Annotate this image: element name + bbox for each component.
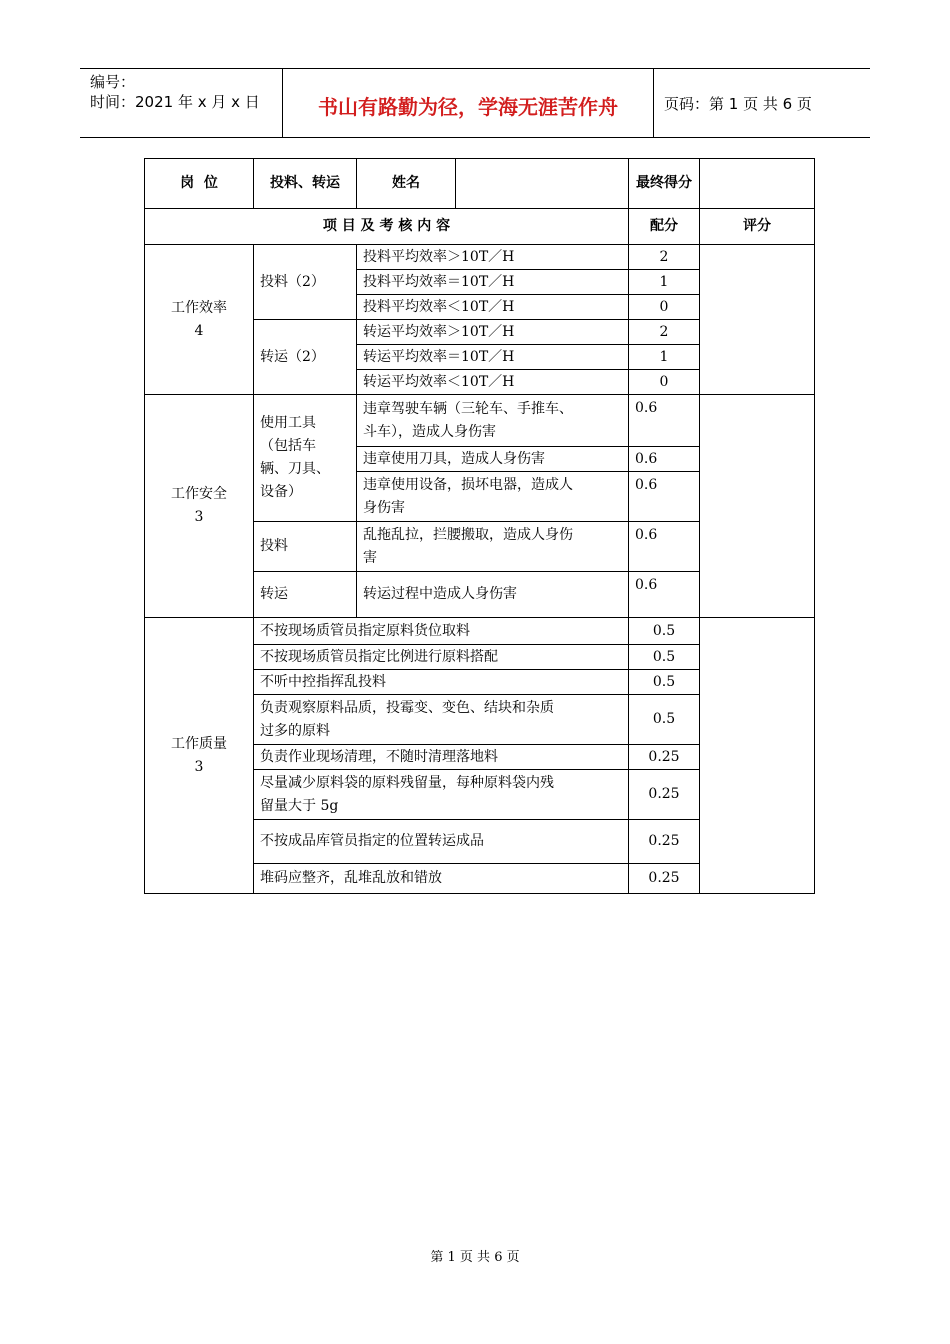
efficiency-item: 转运平均效率＝10T／H	[357, 345, 629, 370]
safety-transport-label: 转运	[254, 572, 357, 618]
quality-points: 0.25	[629, 820, 700, 864]
time-label: 时间：2021 年 x 月 x 日	[90, 93, 260, 111]
efficiency-points: 0	[629, 295, 700, 320]
items-header: 项 目 及 考 核 内 容	[145, 209, 629, 245]
post-value: 投料、转运	[254, 159, 357, 209]
quality-item: 负责观察原料品质，投霉变、变色、结块和杂质 过多的原料	[254, 695, 629, 745]
efficiency-points: 2	[629, 245, 700, 270]
safety-points: 0.6	[629, 447, 700, 472]
header-meta-cell	[80, 69, 283, 137]
efficiency-item: 投料平均效率＜10T／H	[357, 295, 629, 320]
safety-points: 0.6	[629, 522, 700, 572]
quality-points: 0.25	[629, 745, 700, 770]
table-row	[145, 209, 815, 245]
quality-points: 0.5	[629, 695, 700, 745]
safety-title: 工作安全	[171, 486, 227, 502]
efficiency-group-label: 投料（2）	[254, 245, 357, 320]
table-row	[145, 618, 815, 645]
safety-score: 3	[194, 509, 204, 525]
number-label: 编号：	[90, 73, 136, 91]
quality-points: 0.25	[629, 864, 700, 894]
final-score-label: 最终得分	[629, 159, 700, 209]
safety-points: 0.6	[629, 472, 700, 522]
safety-section	[145, 395, 254, 618]
rating-header: 评分	[700, 209, 815, 245]
efficiency-group-label: 转运（2）	[254, 320, 357, 395]
quality-points: 0.5	[629, 645, 700, 670]
safety-rating[interactable]	[700, 395, 815, 618]
safety-tools-label: 使用工具 （包括车 辆、刀具、 设备）	[254, 395, 357, 522]
quality-points: 0.5	[629, 618, 700, 645]
efficiency-score: 4	[194, 322, 204, 339]
post-label: 岗 位	[145, 159, 254, 209]
table-row	[145, 245, 815, 270]
efficiency-points: 0	[629, 370, 700, 395]
efficiency-points: 2	[629, 320, 700, 345]
quality-rating[interactable]	[700, 618, 815, 894]
efficiency-item: 投料平均效率＝10T／H	[357, 270, 629, 295]
assessment-table	[144, 158, 815, 894]
header-page-cell	[654, 69, 870, 137]
safety-feeding-label: 投料	[254, 522, 357, 572]
efficiency-item: 投料平均效率＞10T／H	[357, 245, 629, 270]
safety-points: 0.6	[629, 395, 700, 447]
efficiency-points: 1	[629, 270, 700, 295]
safety-item: 违章驾驶车辆（三轮车、手推车、 斗车），造成人身伤害	[357, 395, 629, 447]
safety-item: 违章使用刀具，造成人身伤害	[357, 447, 629, 472]
quality-item: 尽量减少原料袋的原料残留量，每种原料袋内残 留量大于 5g	[254, 770, 629, 820]
page-info: 页码：第 1 页 共 6 页	[664, 95, 812, 113]
final-score-value[interactable]	[700, 159, 815, 209]
page-footer: 第 1 页 共 6 页	[430, 1250, 520, 1265]
points-header: 配分	[629, 209, 700, 245]
efficiency-points: 1	[629, 345, 700, 370]
safety-points: 0.6	[629, 572, 700, 618]
quality-item: 不听中控指挥乱投料	[254, 670, 629, 695]
efficiency-item: 转运平均效率＞10T／H	[357, 320, 629, 345]
name-value[interactable]	[456, 159, 628, 208]
quality-score: 3	[194, 758, 204, 775]
quality-item: 负责作业现场清理，不随时清理落地料	[254, 745, 629, 770]
efficiency-item: 转运平均效率＜10T／H	[357, 370, 629, 395]
safety-item: 乱拖乱拉，拦腰搬取，造成人身伤 害	[357, 522, 629, 572]
efficiency-title: 工作效率	[171, 299, 227, 316]
quality-item: 堆码应整齐，乱堆乱放和错放	[254, 864, 629, 894]
efficiency-section	[145, 245, 254, 395]
name-label: 姓名	[357, 159, 456, 208]
motto-text: 书山有路勤为径，学海无涯苦作舟	[318, 95, 618, 119]
quality-item: 不按成品库管员指定的位置转运成品	[254, 820, 629, 864]
quality-points: 0.5	[629, 670, 700, 695]
header-motto-cell	[283, 69, 654, 137]
quality-section	[145, 618, 254, 894]
table-row	[145, 395, 815, 447]
quality-title: 工作质量	[171, 735, 227, 752]
quality-points: 0.25	[629, 770, 700, 820]
quality-item: 不按现场质管员指定原料货位取料	[254, 618, 629, 645]
efficiency-rating[interactable]	[700, 245, 815, 395]
table-row	[145, 159, 815, 209]
quality-item: 不按现场质管员指定比例进行原料搭配	[254, 645, 629, 670]
safety-item: 转运过程中造成人身伤害	[357, 572, 629, 618]
document-header	[80, 68, 870, 138]
safety-item: 违章使用设备，损坏电器，造成人 身伤害	[357, 472, 629, 522]
